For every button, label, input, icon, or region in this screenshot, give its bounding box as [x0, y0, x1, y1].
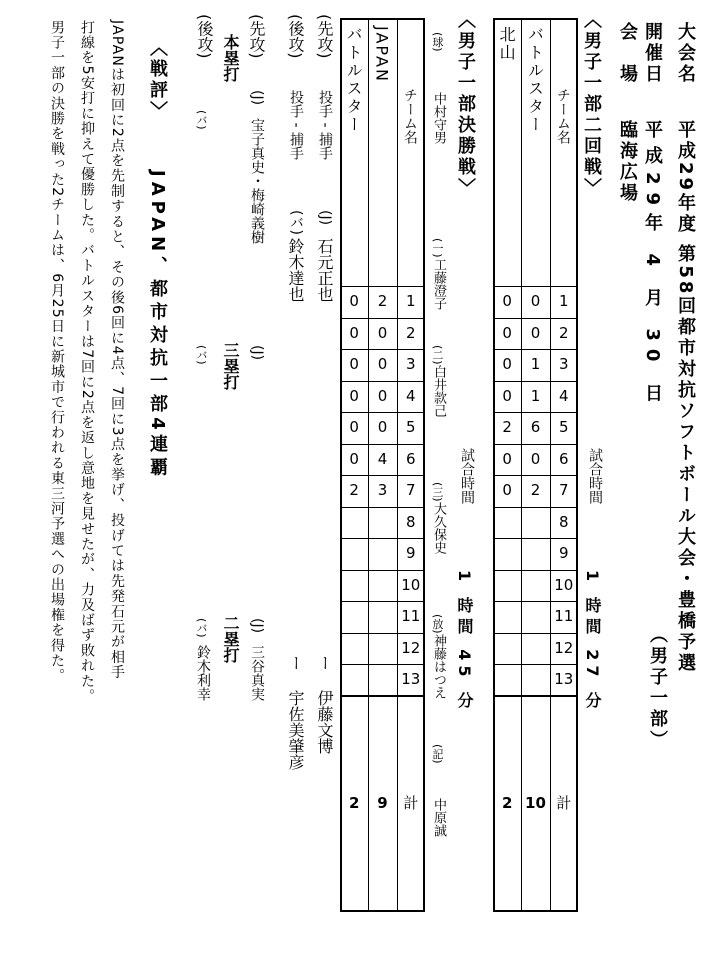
round2-score-cell: 0 [502, 481, 512, 500]
double-title: 二塁打 [221, 615, 240, 663]
final-inning-label: 9 [406, 544, 416, 563]
round2-score-cell: 0 [502, 386, 512, 405]
final-score-cell [368, 507, 396, 539]
final-score-cell: 0 [349, 449, 359, 468]
battery-bottom-team: (バ) [288, 210, 304, 235]
round2-team-header: チーム名 [554, 88, 571, 144]
hr-top-label: (先攻) [247, 14, 266, 59]
round2-score-cell [521, 633, 549, 665]
final-score-cell: 0 [349, 292, 359, 311]
round2-inning-label: 10 [554, 575, 574, 594]
umpire-name-first: 工藤澄子 [431, 258, 446, 310]
triple-top-team: (J) [249, 345, 265, 361]
double-top-team: (J) [249, 618, 265, 634]
round2-total-cell: 10 [525, 794, 546, 813]
final-inning-label: 5 [406, 418, 416, 437]
hr-title: 本塁打 [221, 34, 240, 82]
final-score-cell [340, 570, 368, 602]
round2-score-cell [521, 601, 549, 633]
round2-score-cell [493, 601, 521, 633]
round2-score-cell: 1 [530, 386, 541, 405]
venue-label: 会 場 [617, 22, 638, 85]
hr-bottom-team: (バ) [195, 110, 208, 130]
umpire-name-scorer: 中原誠 [431, 798, 446, 837]
round2-score-cell: 0 [530, 323, 541, 342]
round2-team-name: バトルスター [525, 26, 545, 134]
event-value: 平成29年度 第58回都市対抗ソフトボール大会・豊橋予選 [675, 120, 696, 675]
review-line-2: 打線を5安打に抑えて優勝した。バトルスターは7回に2点を返し意地を見せたが、力及ばず敗れた。 [79, 20, 95, 704]
umpire-role-scorer: (記) [431, 744, 444, 764]
final-inning-label: 11 [401, 607, 421, 626]
round2-inning-label: 7 [559, 481, 569, 500]
final-score-cell [340, 601, 368, 633]
final-team-name: バトルスター [344, 26, 364, 134]
final-score-cell [368, 570, 396, 602]
final-score-cell: 0 [377, 323, 388, 342]
round2-score-cell [493, 664, 521, 696]
round2-score-cell: 0 [502, 449, 512, 468]
round2-time-value: 1 時間 27 分 [583, 570, 602, 714]
round2-score-cell [493, 633, 521, 665]
round2-inning-label: 12 [554, 638, 574, 657]
final-score-cell: 4 [377, 449, 388, 468]
final-score-cell: 2 [377, 292, 388, 311]
battery-bottom-pitcher: 鈴木達也 [286, 238, 305, 302]
round2-team-name: 北山 [497, 26, 517, 62]
round2-inning-label: 9 [559, 544, 569, 563]
final-score-cell [368, 664, 396, 696]
final-score-cell [368, 538, 396, 570]
final-score-cell: 0 [377, 355, 388, 374]
final-score-cell: 0 [349, 355, 359, 374]
date-label: 開催日 [642, 22, 663, 85]
final-score-cell [340, 664, 368, 696]
event-label: 大会名 [675, 22, 696, 85]
hr-bottom-label: (後攻) [195, 14, 214, 59]
round2-score-cell: 1 [530, 355, 541, 374]
battery-top-team: (J) [317, 210, 333, 226]
final-total-label: 計 [403, 794, 419, 813]
final-score-cell [340, 507, 368, 539]
umpire-role-second: (二) [431, 345, 444, 365]
final-score-cell: 2 [349, 481, 359, 500]
hr-top-team: (J) [249, 90, 265, 106]
final-title: 〈男子一部決勝戦〉 [455, 10, 476, 199]
final-inning-label: 7 [406, 481, 416, 500]
review-line-1: JAPANは初回に2点を先制すると、その後6回に4点、7回に3点を挙げ、投げては先発石元が相手 [109, 20, 125, 680]
umpire-role-field: (放) [431, 614, 444, 634]
round2-score-cell: 0 [502, 292, 512, 311]
round2-score-cell: 2 [530, 481, 541, 500]
final-team-header: チーム名 [401, 88, 418, 144]
battery-bottom-catcher: 宇佐美肇彦 [286, 690, 305, 770]
final-score-cell: 3 [377, 481, 388, 500]
umpire-name-plate: 中村守男 [431, 92, 446, 144]
triple-title: 三塁打 [221, 342, 240, 390]
round2-inning-label: 11 [554, 607, 574, 626]
round2-score-cell: 0 [502, 323, 512, 342]
umpire-role-third: (三) [431, 482, 444, 502]
round2-total-label: 計 [556, 794, 572, 813]
round2-score-cell [521, 664, 549, 696]
final-inning-label: 4 [406, 386, 416, 405]
double-bottom-name: 鈴木利幸 [195, 645, 211, 701]
round2-inning-label: 5 [559, 418, 569, 437]
round2-score-cell [521, 538, 549, 570]
round2-inning-label: 4 [559, 386, 569, 405]
round2-total-cell: 2 [501, 794, 513, 813]
umpire-name-third: 大久保史 [431, 502, 446, 554]
umpire-name-field: 神藤はつえ [431, 634, 446, 699]
final-inning-label: 8 [406, 512, 416, 531]
round2-inning-label: 13 [554, 670, 574, 689]
double-top-name: 三谷真実 [249, 645, 265, 701]
round2-score-cell: 6 [530, 418, 541, 437]
umpire-role-plate: (球) [431, 32, 444, 52]
final-inning-label: 1 [406, 292, 416, 311]
final-inning-label: 12 [401, 638, 421, 657]
round2-inning-label: 6 [559, 449, 569, 468]
round2-score-cell: 0 [530, 292, 541, 311]
umpire-name-second: 白井款己 [431, 365, 446, 417]
round2-inning-label: 1 [559, 292, 569, 311]
final-total-cell: 9 [377, 794, 388, 813]
final-score-cell: 0 [377, 386, 388, 405]
review-title: 〈戦評〉 [147, 38, 168, 122]
hr-top-names: 宝子真史・梅崎義樹 [249, 118, 265, 244]
final-inning-label: 10 [401, 575, 421, 594]
battery-top-text: 投手 - 捕手 [317, 90, 333, 160]
round2-score-cell: 0 [530, 449, 541, 468]
round2-score-cell [493, 507, 521, 539]
round2-inning-label: 3 [559, 355, 569, 374]
final-score-cell [340, 538, 368, 570]
final-score-cell: 0 [377, 418, 388, 437]
umpire-role-first: (一) [431, 238, 444, 258]
round2-time-label: 試合時間 [587, 448, 603, 504]
final-time-value: 1 時間 45 分 [455, 570, 474, 714]
venue-value: 臨海広場 [617, 120, 638, 204]
final-score-cell: 0 [349, 323, 359, 342]
final-score-cell [368, 633, 396, 665]
date-value: 平成29年 4 月 30 日 [642, 120, 663, 410]
review-headline: JAPAN、都市対抗一部4連覇 [147, 170, 168, 481]
battery-bottom-label: (後攻) [286, 14, 305, 59]
round2-score-cell: 0 [502, 355, 512, 374]
final-team-name: JAPAN [372, 26, 392, 83]
battery-top-dash: ー [315, 655, 334, 671]
round2-score-cell [521, 570, 549, 602]
round2-score-cell: 2 [502, 418, 512, 437]
final-score-cell: 0 [349, 386, 359, 405]
round2-inning-label: 2 [559, 323, 569, 342]
final-inning-label: 3 [406, 355, 416, 374]
final-time-label: 試合時間 [459, 448, 475, 504]
final-score-cell: 0 [349, 418, 359, 437]
final-total-cell: 2 [348, 794, 360, 813]
division-note: （男子一部） [647, 625, 668, 751]
final-inning-label: 13 [401, 670, 421, 689]
round2-score-cell [521, 507, 549, 539]
double-bottom-team: (バ) [195, 618, 208, 638]
battery-top-label: (先攻) [315, 14, 334, 59]
final-inning-label: 2 [406, 323, 416, 342]
triple-bottom-team: (バ) [195, 345, 208, 365]
final-score-cell [368, 601, 396, 633]
battery-bottom-text: 投手 - 捕手 [288, 90, 304, 160]
battery-bottom-dash: ー [286, 655, 305, 671]
round2-inning-label: 8 [559, 512, 569, 531]
battery-top-catcher: 伊藤文博 [315, 690, 334, 754]
final-score-cell [340, 633, 368, 665]
final-inning-label: 6 [406, 449, 416, 468]
battery-top-pitcher: 石元正也 [315, 238, 334, 302]
review-line-3: 男子一部の決勝を戦った2チームは、6月25日に新城市で行われる東三河予選への出場権を得た。 [49, 20, 65, 684]
round2-title: 〈男子一部二回戦〉 [581, 10, 602, 199]
round2-score-cell [493, 570, 521, 602]
round2-score-cell [493, 538, 521, 570]
